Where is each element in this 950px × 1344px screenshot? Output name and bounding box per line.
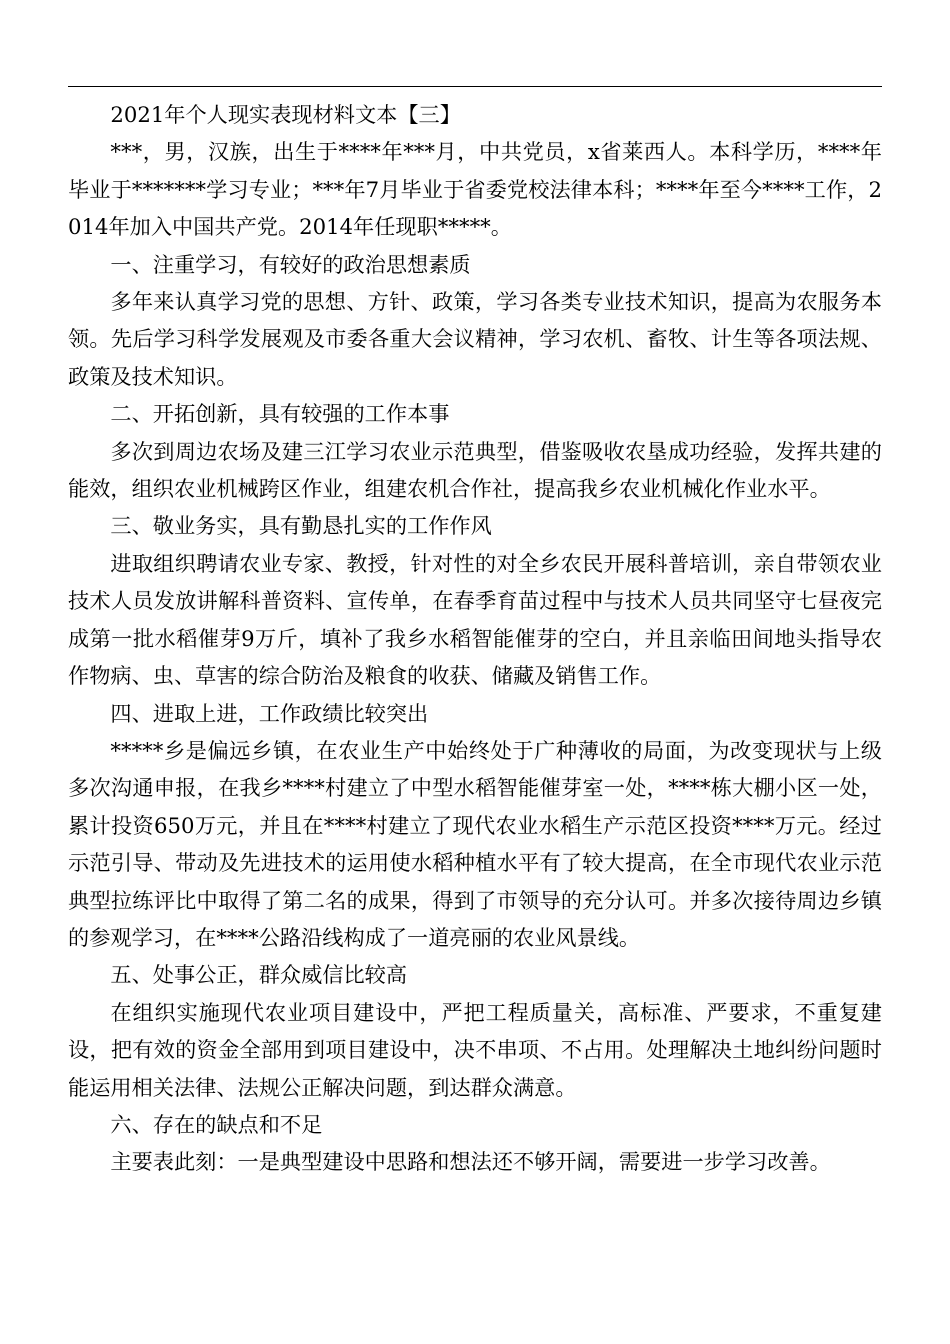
section-heading-6: 六、存在的缺点和不足 (110, 1111, 323, 1137)
paragraph-2: 多次到周边农场及建三江学习农业示范典型，借鉴吸收农垦成功经验，发挥共建的能效，组织农业机械跨区作业，组建农机合作社，提高我乡农业机械化作业水平。 (68, 438, 882, 502)
document-title: 2021年个人现实表现材料文本【三】 (110, 102, 461, 127)
document-body (68, 96, 882, 1181)
paragraph-6: 主要表此刻：一是典型建设中思路和想法还不够开阔，需要进一步学习改善。 (110, 1149, 831, 1175)
paragraph-1: 多年来认真学习党的思想、方针、政策，学习各类专业技术知识，提高为农服务本领。先后学习科学发展观及市委各重大会议精神，学习农机、畜牧、计生等各项法规、政策及技术知识。 (68, 289, 882, 389)
section-heading-5: 五、处事公正，群众威信比较高 (110, 962, 408, 988)
paragraph-5: 在组织实施现代农业项目建设中，严把工程质量关，高标准、严要求，不重复建设，把有效的资金全部用到项目建设中，决不串项、不占用。处理解决土地纠纷问题时能运用相关法律、法规公正解决问题，到达群众满意。 (68, 999, 882, 1100)
header-rule (68, 86, 882, 87)
section-heading-4: 四、进取上进，工作政绩比较突出 (110, 700, 429, 726)
section-heading-3: 三、敬业务实，具有勤恳扎实的工作作风 (110, 513, 492, 539)
paragraph-4: *****乡是偏远乡镇，在农业生产中始终处于广种薄收的局面，为改变现状与上级多次沟通申报，在我乡****村建立了中型水稻智能催芽室一处，****栋大棚小区一处，累计投资650万元，并且在****村建立了现代农业水稻生产示范区投资****万元。经过示范引导、带动及先进技术的运用使水稻种植水平有了较大提高，在全市现代农业示范典型拉练评比中取得了第二名的成果，得到了市领导的充分认可。并多次接待周边乡镇的参观学习，在****公路沿线构成了一道亮丽的农业风景线。 (68, 737, 882, 950)
section-heading-1: 一、注重学习，有较好的政治思想素质 (110, 251, 471, 277)
paragraph-3: 进取组织聘请农业专家、教授，针对性的对全乡农民开展科普培训，亲自带领农业技术人员发放讲解科普资料、宣传单，在春季育苗过程中与技术人员共同坚守七昼夜完成第一批水稻催芽9万斤，填补了我乡水稻智能催芽的空白，并且亲临田间地头指导农作物病、虫、草害的综合防治及粮食的收获、储藏及销售工作。 (68, 550, 882, 689)
section-heading-2: 二、开拓创新，具有较强的工作本事 (110, 401, 450, 427)
paragraph-intro: ***，男，汉族，出生于****年***月，中共党员，x省莱西人。本科学历，****年毕业于*******学习专业；***年7月毕业于省委党校法律本科；****年至今****工作，2014年加入中国共产党。2014年任现职*****。 (68, 139, 882, 240)
